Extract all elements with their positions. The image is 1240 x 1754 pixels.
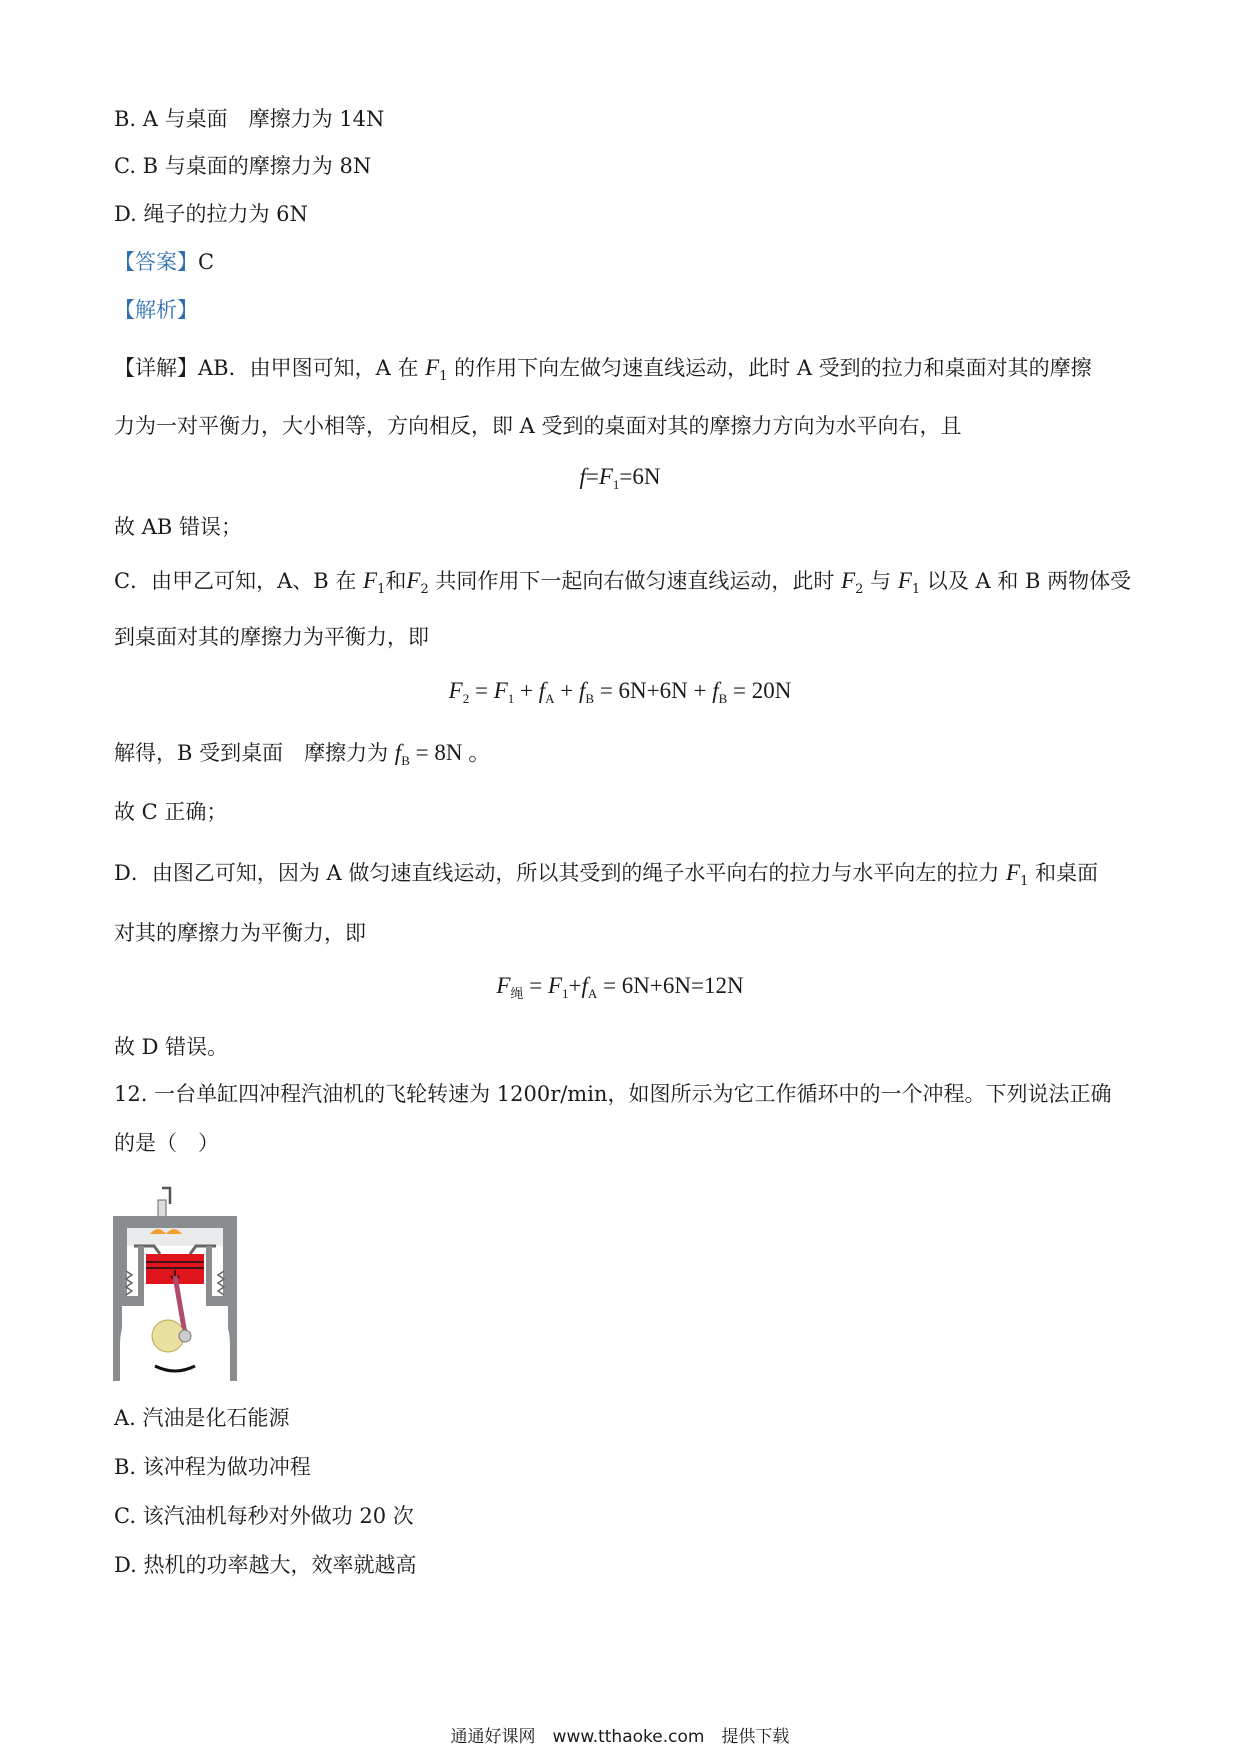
equation-3: $F_绳 = F_1+f_A = 6N+6N=12N$ xyxy=(496,973,744,1001)
detail-c-line2: 到桌面对其的摩擦力为平衡力，即 xyxy=(114,625,429,649)
q12-stem-line1: 12. 一台单缸四冲程汽油机的飞轮转速为 1200r/min，如图所示为它工作循环中的一个冲程。下列说法正确 xyxy=(114,1082,1112,1106)
answer-line xyxy=(114,247,214,277)
q12-option-c: C. 该汽油机每秒对外做功 20 次 xyxy=(114,1504,414,1528)
equation-1: $f=F_1=6N$ xyxy=(579,464,661,492)
answer-value: C xyxy=(198,250,215,274)
q12-option-d: D. 热机的功率越大，效率就越高 xyxy=(114,1553,417,1577)
engine-diagram xyxy=(110,1176,240,1381)
detail-d-line1: D．由图乙可知，因为 A 做匀速直线运动，所以其受到的绳子水平向右的拉力与水平向左的拉力 $F_1$ 和桌面 xyxy=(114,860,1099,889)
equation-2: $F_2 = F_1 + f_A + f_B = 6N+6N + f_B = 20N$ xyxy=(448,678,792,706)
detail-label: 【详解】 xyxy=(114,356,198,380)
detail-ab-line2: 力为一对平衡力，大小相等，方向相反，即 A 受到的桌面对其的摩擦力方向为水平向右，且 xyxy=(114,414,962,438)
analysis-label: 【解析】 xyxy=(114,298,198,322)
answer-label: 【答案】 xyxy=(114,250,198,274)
option-d: D. 绳子的拉力为 6N xyxy=(114,202,308,226)
option-b: B. A 与桌面 摩擦力为 14N xyxy=(114,107,385,131)
q12-option-b: B. 该冲程为做功冲程 xyxy=(114,1455,311,1479)
d-conclusion: 故 D 错误。 xyxy=(114,1035,229,1059)
q12-option-a: A. 汽油是化石能源 xyxy=(114,1406,290,1430)
option-c: C. B 与桌面的摩擦力为 8N xyxy=(114,154,372,178)
ab-conclusion: 故 AB 错误； xyxy=(114,515,242,539)
page-footer: 通通好课网 www.tthaoke.com 提供下载 xyxy=(450,1727,790,1747)
c-solve: 解得，B 受到桌面 摩擦力为 $f_B = 8N$ 。 xyxy=(114,740,492,768)
detail-ab-line1: 【详解】AB．由甲图可知，A 在 $F_1$ 的作用下向左做匀速直线运动，此时 A 受到的拉力和桌面对其的摩擦 xyxy=(114,355,1092,384)
detail-c-line1: C．由甲乙可知，A、B 在 $F_1$和$F_2$ 共同作用下一起向右做匀速直线运动，此时 $F_2$ 与 $F_1$ 以及 A 和 B 两物体受 xyxy=(114,568,1132,597)
c-conclusion: 故 C 正确； xyxy=(114,800,228,824)
detail-d-line2: 对其的摩擦力为平衡力，即 xyxy=(114,921,366,945)
q12-stem-line2: 的是（ ） xyxy=(114,1131,219,1155)
